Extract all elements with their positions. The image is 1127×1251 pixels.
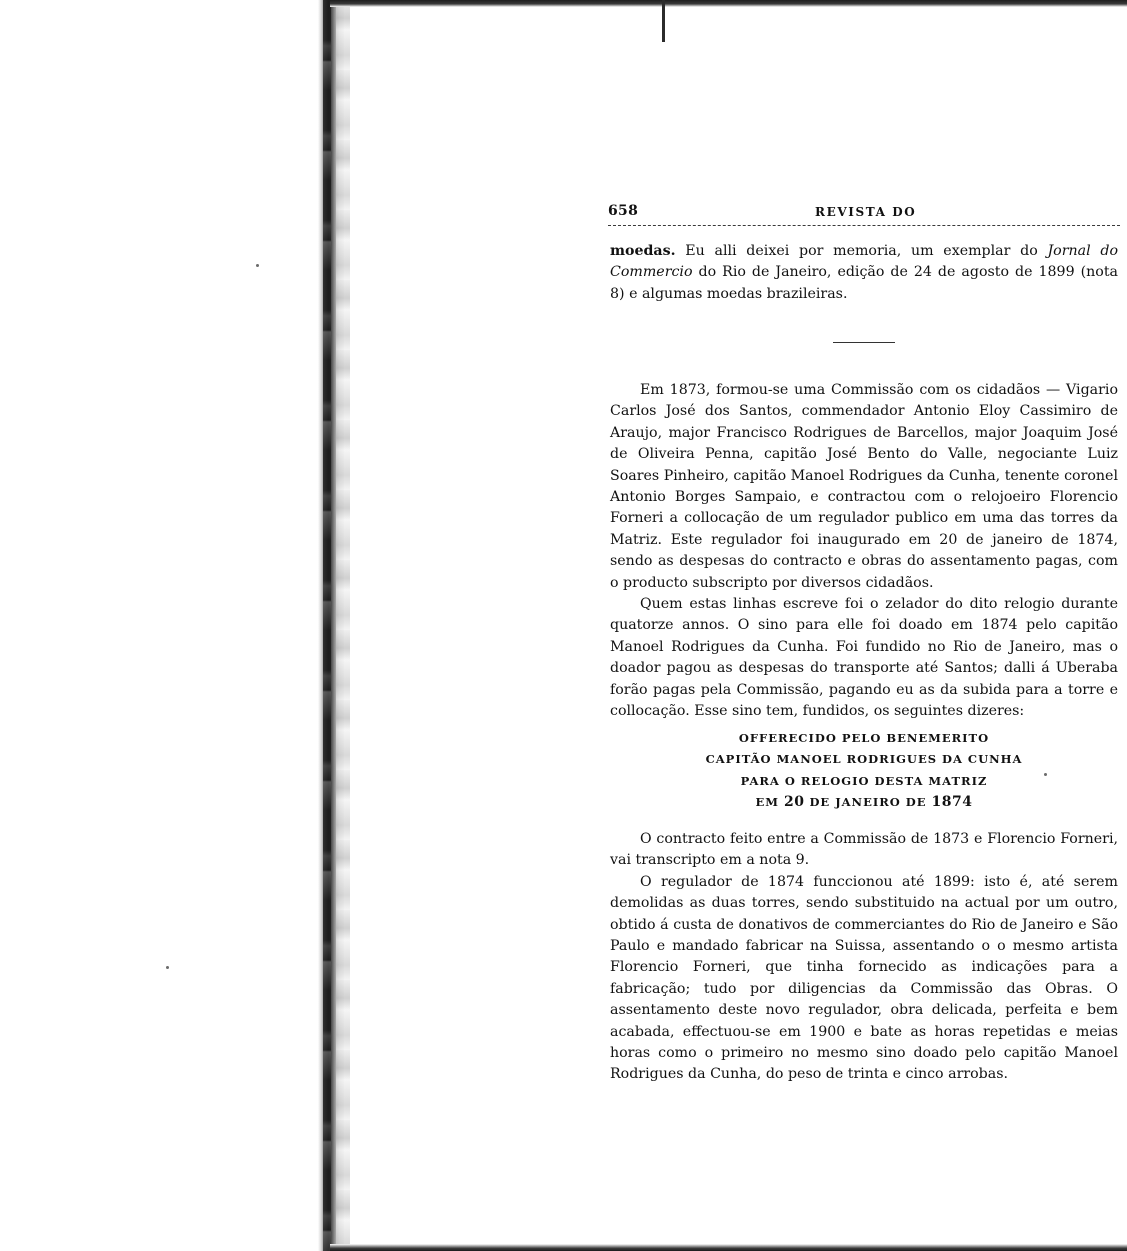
paragraph-continuation — [610, 241, 1118, 305]
paragraph: O contracto feito entre a Commissão de 1873 e Florencio Forneri, vai transcripto em a nota 9. — [610, 831, 1118, 869]
text-run: do Rio de Janeiro, edição de 24 de agosto de 1899 (nota 8) e algumas moedas brazileiras. — [610, 264, 1118, 302]
paragraph: Em 1873, formou-se uma Commissão com os cidadãos — Vigario Carlos José dos Santos, commendador Antonio Eloy Cassimiro de Araujo, major Francisco Rodrigues de Barcellos, major Joaquim José de Oliveira Penna, capitão José Bento do Valle, negociante Luiz Soares Pinheiro, capitão Manoel Rodrigues da Cunha, tenente coronel Antonio Borges Sampaio, e contractou com o relojoeiro Florencio Forneri a collocação de um regulador publico em uma das torres da Matriz. Este regulador foi inaugurado em 20 de janeiro de 1874, sendo as despesas do contracto e obras do assentamento pagas, com o producto subscripto por diversos cidadãos. — [610, 382, 1118, 591]
top-page-edge — [330, 0, 1127, 7]
text-run: EM — [755, 795, 784, 810]
top-edge-mark — [662, 0, 665, 42]
newspaper-title: Jornal do Commercio — [610, 243, 1118, 281]
book-spine-edge — [323, 0, 331, 1251]
scan-speck — [256, 264, 259, 267]
bell-inscription — [610, 728, 1118, 814]
running-title: REVISTA DO — [815, 205, 917, 219]
text-run: Eu alli deixei por memoria, um exemplar do — [675, 243, 1048, 259]
text-run: 1874 — [931, 794, 973, 811]
scan-speck — [166, 966, 169, 969]
inscription-line — [610, 792, 1118, 813]
paragraph: Quem estas linhas escreve foi o zelador do dito relogio durante quatorze annos. O sino para elle foi doado em 1874 pelo capitão Manoel Rodrigues da Cunha. Foi fundido no Rio de Janeiro, mas o doador pagou as despesas do transporte até Santos; dalli á Uberaba forão pagas pela Commissão, pagando eu as da subida para a torre e collocação. Esse sino tem, fundidos, os seguintes dizeres: — [610, 596, 1118, 720]
inscription-line: PARA O RELOGIO DESTA MATRIZ — [740, 773, 988, 788]
bottom-page-edge — [330, 1244, 1127, 1251]
text-run: moedas. — [610, 243, 676, 259]
section-body — [610, 829, 1118, 1086]
section-separator — [833, 342, 895, 343]
header-rule — [608, 225, 1120, 226]
book-spine-highlight — [336, 0, 350, 1251]
paragraph — [610, 241, 1118, 305]
section-body — [610, 380, 1118, 723]
text-run: DE JANEIRO DE — [804, 795, 932, 810]
page-number: 658 — [608, 203, 639, 219]
inscription-line: CAPITÃO MANOEL RODRIGUES DA CUNHA — [705, 752, 1023, 767]
text-run: 20 — [783, 794, 805, 811]
paragraph: O regulador de 1874 funccionou até 1899: isto é, até serem demolidas as duas torres, sendo substituido na actual por um outro, obtido á custa de donativos de commerciantes do Rio de Janeiro e São Paulo e mandado fabricar na Suissa, assentando o o mesmo artista Florencio Forneri, que tinha fornecido as indicações para a fabricação; tudo por diligencias da Commissão das Obras. O assentamento deste novo regulador, obra delicada, perfeita e bem acabada, effectuou-se em 1900 e bate as horas repetidas e meias horas como o primeiro no mesmo sino doado pelo capitão Manoel Rodrigues da Cunha, do peso de trinta e cinco arrobas. — [610, 873, 1118, 1083]
blank-left-page — [0, 0, 318, 1251]
inscription-line: OFFERECIDO PELO BENEMERITO — [738, 731, 990, 745]
